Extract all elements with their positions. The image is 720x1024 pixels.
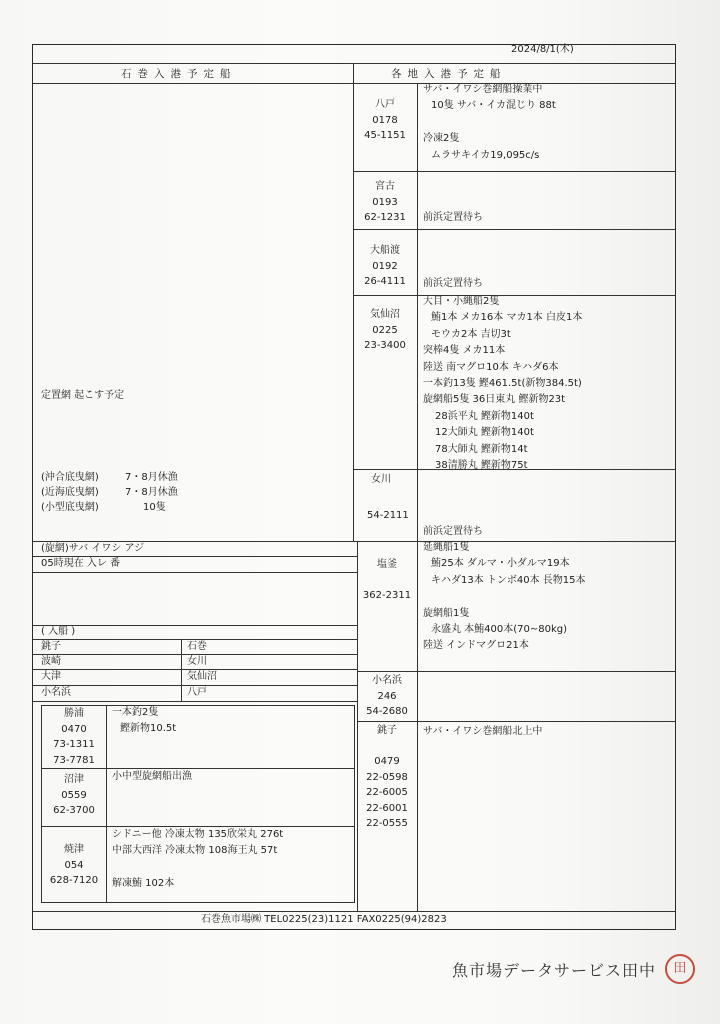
port-numazu-lines: 小中型旋網船出漁 bbox=[112, 771, 192, 782]
port-onahama: 小名浜 246 54-2680 bbox=[366, 675, 408, 717]
port-hachinohe-lines: サバ・イワシ巻網船操業中 10隻 サバ・イカ混じり 88t 冷凍2隻 ムラサキイカ19,095c/s bbox=[423, 84, 556, 161]
port-miyako: 宮古 0193 62-1231 bbox=[364, 181, 406, 223]
arrival-cell: 女川 bbox=[187, 656, 207, 667]
arrival-cell: 小名浜 bbox=[41, 687, 71, 698]
purse-seine-species: (旋網)サバ イワシ アジ bbox=[41, 543, 145, 554]
arrival-cell: 石巻 bbox=[187, 641, 207, 652]
arrival-label: ( 入船 ) bbox=[41, 626, 76, 637]
port-ofunato: 大船渡 0192 26-4111 bbox=[364, 245, 406, 287]
trawl-row: (小型底曳網) 10隻 bbox=[41, 502, 166, 513]
arrival-cell: 気仙沼 bbox=[187, 671, 217, 682]
personal-seal-stamp: 田 bbox=[665, 954, 695, 984]
teichi-net-status: 定置網 起こす予定 bbox=[41, 390, 125, 401]
port-yaizu-lines: シドニー他 冷凍太物 135欣栄丸 276t 中部大西洋 冷凍太物 108海王丸 57t 解凍鮪 102本 bbox=[112, 829, 284, 890]
service-signature: 魚市場データサービス田中 bbox=[452, 961, 657, 980]
arrival-cell: 八戸 bbox=[187, 687, 207, 698]
arrival-cell: 大津 bbox=[41, 671, 61, 682]
arrival-cell: 波崎 bbox=[41, 656, 61, 667]
header-regional-arrivals: 各地入港予定船 bbox=[391, 68, 507, 80]
purse-seine-status: 05時現在 入レ 番 bbox=[41, 558, 121, 569]
port-miyako-status: 前浜定置待ち bbox=[423, 212, 483, 223]
port-onagawa-status: 前浜定置待ち bbox=[423, 526, 483, 537]
port-katsuura: 勝浦 0470 73-1311 73-7781 bbox=[53, 708, 95, 766]
fishing-port-schedule-document bbox=[32, 44, 676, 930]
port-shiogama-lines: 延縄船1隻 鮪25本 ダルマ・小ダルマ19本 キハダ13本 トンボ40本 長物15本 旋網船1隻 永盛丸 本鮪400本(70~80kg) 陸送 インドマグロ21本 bbox=[423, 542, 586, 652]
port-hachinohe: 八戸 0178 45-1151 bbox=[364, 99, 406, 141]
port-shiogama: 塩釜 362-2311 bbox=[362, 559, 412, 601]
document-date: 2024/8/1(木) bbox=[511, 44, 574, 55]
port-onagawa-name: 女川 bbox=[371, 474, 391, 485]
port-ofunato-status: 前浜定置待ち bbox=[423, 278, 483, 289]
trawl-row: (沖合底曳網) 7・8月休漁 bbox=[41, 472, 178, 483]
port-yaizu: 焼津 054 628-7120 bbox=[49, 844, 99, 886]
port-kesennuma: 気仙沼 0225 23-3400 bbox=[364, 309, 406, 351]
arrival-cell: 銚子 bbox=[41, 641, 61, 652]
port-choshi-status: サバ・イワシ巻網船北上中 bbox=[423, 726, 543, 737]
trawl-status-list bbox=[41, 471, 178, 516]
port-kesennuma-lines: 大目・小縄船2隻 鮪1本 メカ16本 マカ1本 白皮1本 モウカ2本 吉切3t 突棒4隻 メカ11本 陸送 南マグロ10本 キハダ6本 一本釣13隻 鰹461.5t(新物384.5t) 旋網船5隻 36日東丸 鰹新物23t 28浜平丸 鰹新物140t 12大師丸 鰹新物140t 78大師丸 鰹新物14t 38清勝丸 鰹新物75t bbox=[423, 296, 583, 471]
left-ports-box bbox=[41, 705, 355, 903]
port-katsuura-lines: 一本釣2隻 鰹新物10.5t bbox=[112, 707, 177, 735]
header-ishinomaki-arrivals: 石巻入港予定船 bbox=[121, 68, 237, 80]
port-numazu: 沼津 0559 62-3700 bbox=[53, 774, 95, 816]
trawl-row: (近海底曳網) 7・8月休漁 bbox=[41, 487, 178, 498]
market-contact-footer: 石巻魚市場㈱ TEL0225(23)1121 FAX0225(94)2823 bbox=[201, 914, 447, 925]
port-choshi: 銚子 0479 22-0598 22-6005 22-6001 22-0555 bbox=[366, 725, 408, 829]
port-onagawa-tel: 54-2111 bbox=[367, 510, 409, 521]
